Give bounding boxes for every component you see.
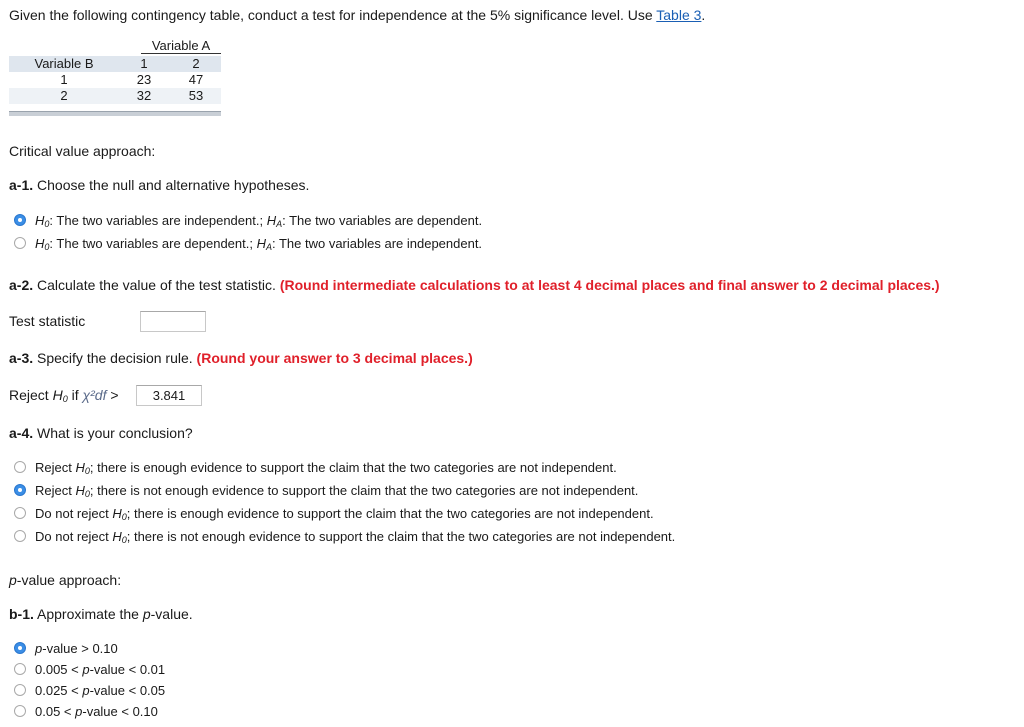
conclusion-radio-1[interactable] — [14, 461, 26, 473]
table-scrollbar[interactable] — [9, 111, 221, 116]
table-row — [9, 72, 221, 88]
test-statistic-input[interactable] — [140, 311, 206, 332]
conclusion-radio-4[interactable] — [14, 530, 26, 542]
conclusion-option-2[interactable]: Reject $H_0$; there is not enough evidence to support the claim that the two categories are not independent. — [35, 483, 639, 499]
pvalue-radio-3[interactable] — [14, 684, 26, 696]
header-variable-b: Variable B — [34, 56, 94, 71]
pvalue-radio-1[interactable] — [14, 642, 26, 654]
table-cell: 47 — [188, 72, 204, 87]
table-3-link[interactable]: Table 3 — [656, 7, 702, 23]
chi-square-symbol: χ²df — [82, 387, 107, 403]
table-row — [9, 88, 221, 104]
question-a1: a-1. Choose the null and alternative hypotheses. — [9, 177, 310, 193]
col-header-1: 1 — [140, 56, 148, 71]
conclusion-radio-3[interactable] — [14, 507, 26, 519]
row-label: 1 — [60, 72, 68, 87]
pvalue-option-3[interactable]: 0.025 < p-value < 0.05 — [35, 683, 166, 698]
question-intro: Given the following contingency table, conduct a test for independence at the 5% significance level. Use Table 3. — [9, 7, 706, 23]
hypothesis-radio-1[interactable] — [14, 214, 26, 226]
question-a2: a-2. Calculate the value of the test statistic. (Round intermediate calculations to at least 4 decimal places and final answer to 2 decimal places.) — [9, 277, 940, 293]
pvalue-heading: p-value approach: — [9, 572, 122, 588]
pvalue-option-2[interactable]: 0.005 < p-value < 0.01 — [35, 662, 166, 677]
pvalue-radio-2[interactable] — [14, 663, 26, 675]
question-a3: a-3. Specify the decision rule. (Round your answer to 3 decimal places.) — [9, 350, 473, 366]
conclusion-radio-2[interactable] — [14, 484, 26, 496]
pvalue-radio-4[interactable] — [14, 705, 26, 717]
hypothesis-option-1[interactable]: $H_0$: The two variables are independent.; $H_A$: The two variables are dependent. — [35, 213, 483, 229]
table-cell: 53 — [188, 88, 204, 103]
critical-value-input[interactable]: 3.841 — [136, 385, 202, 406]
hypothesis-option-2[interactable]: $H_0$: The two variables are dependent.; $H_A$: The two variables are independent. — [35, 236, 483, 252]
critical-heading: Critical value approach: — [9, 143, 156, 159]
test-statistic-label: Test statistic — [9, 313, 86, 329]
conclusion-option-3[interactable]: Do not reject $H_0$; there is enough evidence to support the claim that the two categories are not independent. — [35, 506, 654, 522]
col-header-2: 2 — [192, 56, 200, 71]
question-b1: b-1. Approximate the p-value. — [9, 606, 193, 622]
header-variable-a: Variable A — [141, 38, 221, 54]
table-cell: 32 — [136, 88, 152, 103]
row-label: 2 — [60, 88, 68, 103]
conclusion-option-1[interactable]: Reject $H_0$; there is enough evidence to support the claim that the two categories are not independent. — [35, 460, 617, 476]
hypothesis-radio-2[interactable] — [14, 237, 26, 249]
pvalue-option-1[interactable]: p-value > 0.10 — [35, 641, 118, 656]
table-header-row — [9, 56, 221, 72]
pvalue-option-4[interactable]: 0.05 < p-value < 0.10 — [35, 704, 158, 719]
table-cell: 23 — [136, 72, 152, 87]
decision-rule-label: Reject $H_0$ if χ²df > — [9, 387, 119, 404]
question-a4: a-4. What is your conclusion? — [9, 425, 193, 441]
conclusion-option-4[interactable]: Do not reject $H_0$; there is not enough evidence to support the claim that the two categories are not independent. — [35, 529, 676, 545]
